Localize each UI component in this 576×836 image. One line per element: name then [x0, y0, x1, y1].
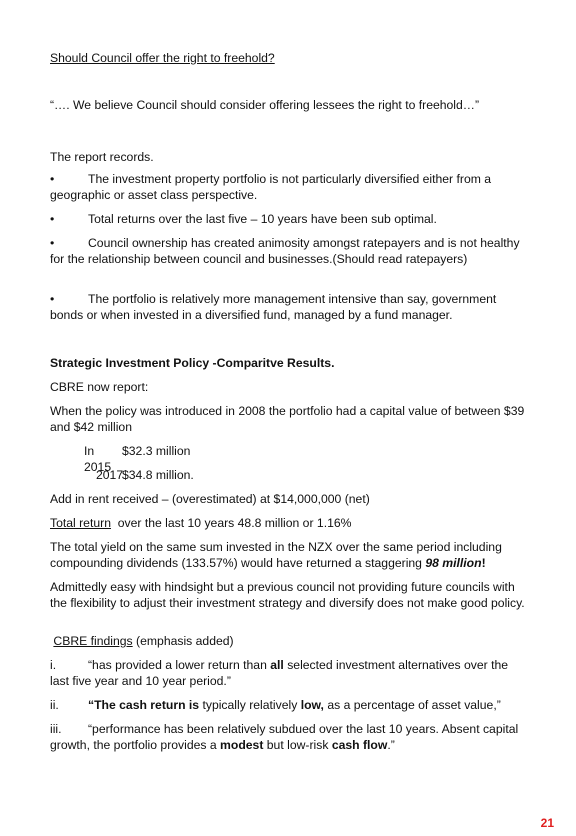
finding-number: ii. [50, 698, 59, 712]
bullet-text: The investment property portfolio is not particularly diversified either from a geographic or asset class perspective. [50, 172, 492, 202]
bullet-text: The portfolio is relatively more management intensive than say, government bonds or when invested in a diversified fund, managed by a fund manager. [50, 292, 497, 322]
page-number: 21 [540, 816, 554, 830]
value-amount: $32.3 million [122, 444, 191, 458]
freehold-quote: “…. We believe Council should consider offering lessees the right to freehold…” [50, 98, 480, 112]
bullet-item [50, 236, 528, 267]
finding-emphasis: all [270, 658, 284, 672]
rent-paragraph: Add in rent received – (overestimated) at $14,000,000 (net) [50, 492, 370, 506]
value-year: 2017 [96, 468, 124, 482]
value-amount: $34.8 million. [122, 468, 194, 482]
finding-number: i. [50, 658, 57, 672]
total-return-label: Total return [50, 516, 111, 530]
bullet-marker: • [50, 212, 55, 226]
bullet-marker: • [50, 292, 55, 306]
finding-iii [50, 722, 528, 753]
bullet-text: Total returns over the last five – 10 years have been sub optimal. [88, 212, 437, 226]
finding-ii [50, 698, 528, 714]
finding-text: typically relatively [202, 698, 298, 712]
finding-text: selected investment alternatives over the last five year and 10 year period.” [50, 658, 509, 688]
finding-number: iii. [50, 722, 62, 736]
nzx-exclaim: ! [481, 555, 486, 570]
total-return-line [50, 516, 528, 532]
finding-text: but low-risk [266, 737, 329, 752]
finding-i [50, 658, 528, 689]
bullet-marker: • [50, 236, 55, 250]
bullet-marker: • [50, 172, 55, 186]
finding-text: “performance has been relatively subdued over the last 10 years. Absent capital growth, the portfolio provides a [50, 722, 519, 752]
page-heading: Should Council offer the right to freehold? [50, 51, 275, 65]
bullet-item [50, 292, 528, 323]
policy-paragraph: When the policy was introduced in 2008 the portfolio had a capital value of between $39 and $42 million [50, 404, 525, 434]
bullet-item [50, 172, 528, 203]
finding-emphasis: modest [220, 737, 264, 752]
total-return-text: over the last 10 years 48.8 million or 1.16% [117, 516, 352, 530]
finding-emphasis: cash flow [331, 737, 388, 752]
finding-text: .” [387, 737, 395, 752]
bullet-text: Council ownership has created animosity amongst ratepayers and is not healthy for the relationship between council and businesses.(Should read ratepayers) [50, 236, 520, 266]
findings-heading [50, 634, 528, 650]
section-heading: Strategic Investment Policy -Comparitve Results. [50, 356, 335, 370]
finding-text: as a percentage of asset value,” [327, 698, 501, 712]
nzx-paragraph [50, 540, 528, 571]
value-year: In 2015 [84, 444, 112, 474]
cbre-now-report: CBRE now report: [50, 380, 149, 394]
findings-label: CBRE findings [53, 634, 133, 648]
finding-text: “has provided a lower return than [88, 658, 267, 672]
nzx-text: The total yield on the same sum invested in the NZX over the same period including compounding dividends (133.57%) would have returned a staggering [50, 540, 502, 570]
finding-emphasis: low, [300, 698, 324, 712]
bullet-item [50, 212, 528, 228]
finding-emphasis: “The cash return is [88, 698, 200, 712]
report-intro: The report records. [50, 150, 154, 164]
nzx-emphasis: 98 million [425, 555, 482, 570]
hindsight-paragraph: Admittedly easy with hindsight but a previous council not providing future councils with the flexibility to adjust their investment strategy and diversify does not make good policy. [50, 580, 525, 610]
findings-note: (emphasis added) [136, 634, 234, 648]
